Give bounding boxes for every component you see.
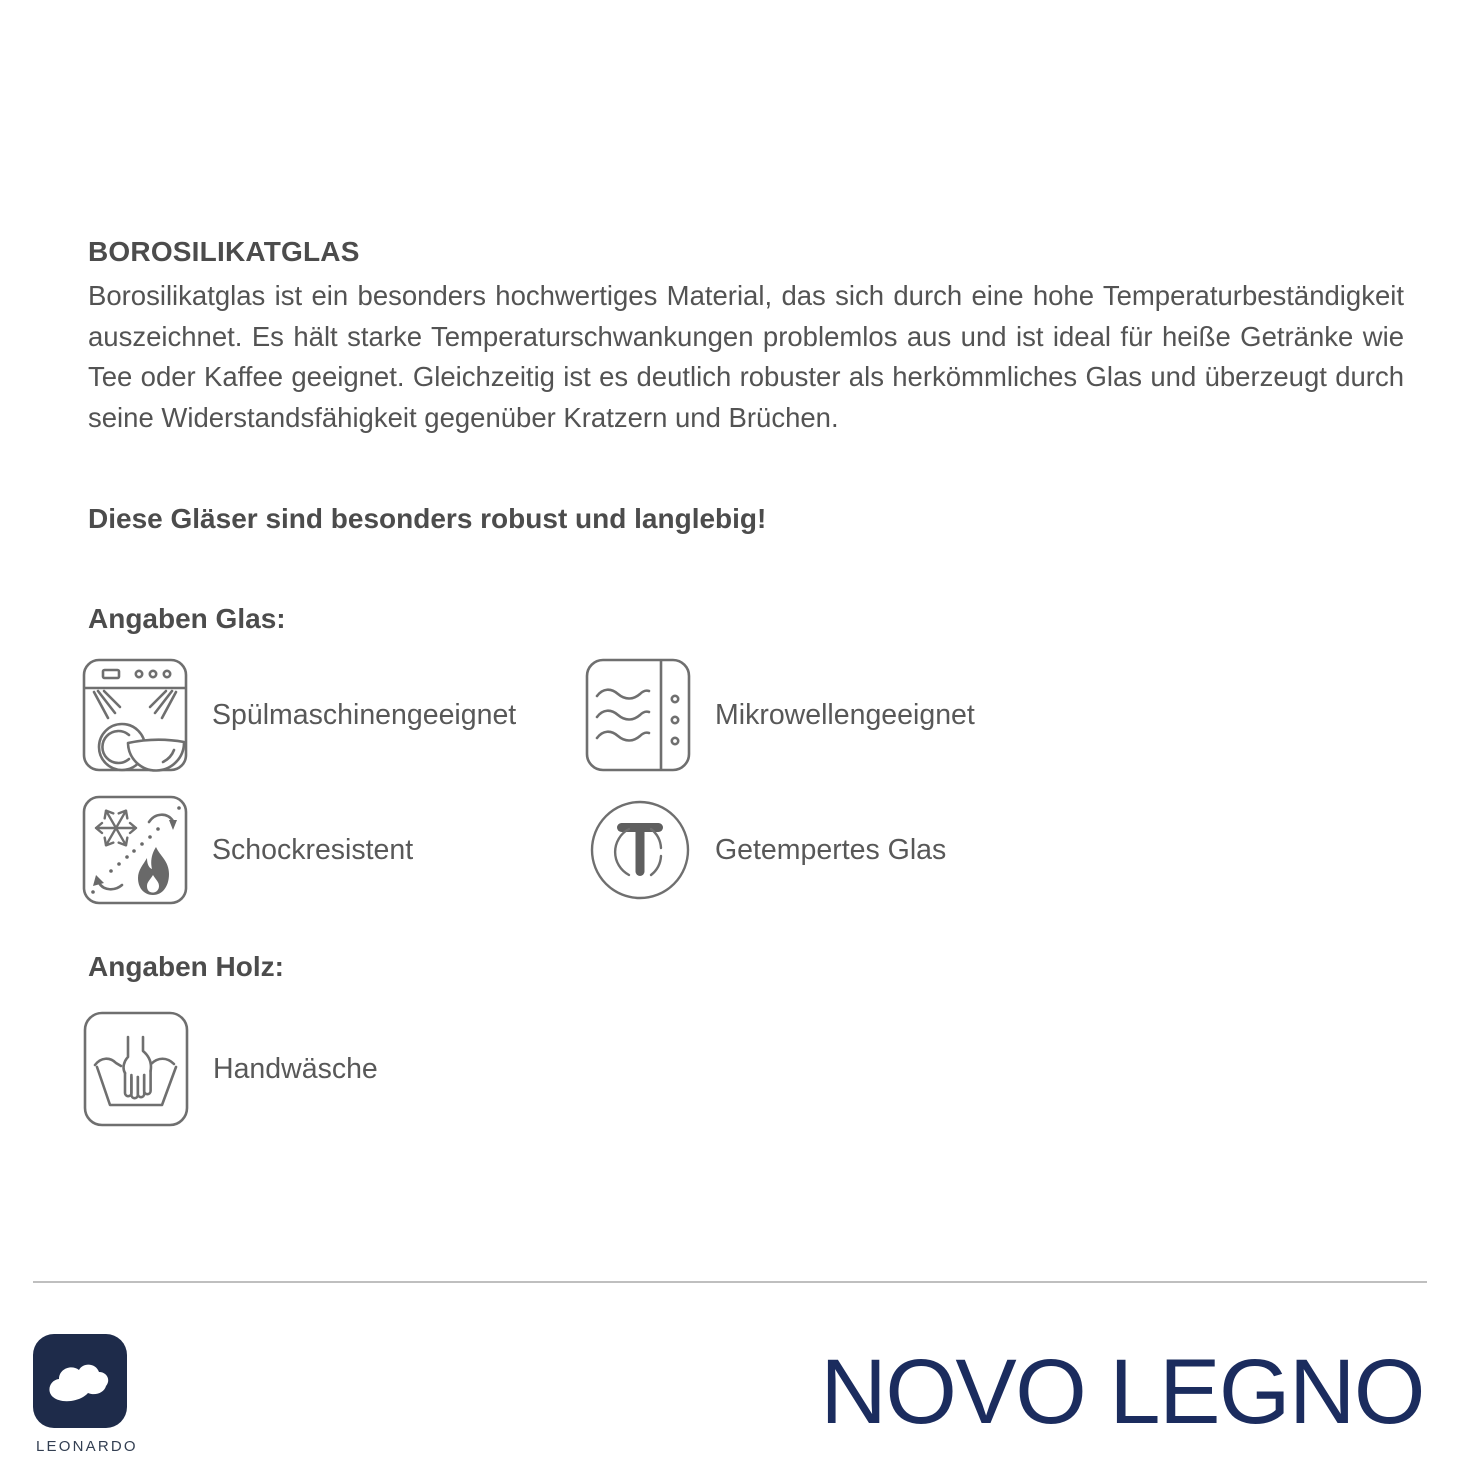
feature-label: Getempertes Glas [715,833,947,866]
footer-divider [33,1281,1427,1283]
feature-label: Handwäsche [213,1052,378,1085]
dishwasher-safe-icon [82,658,188,772]
feature-microwave-safe [585,656,975,774]
handwash-icon [83,1011,189,1127]
feature-tempered-glass [585,791,946,909]
feature-handwash [83,1010,378,1128]
feature-shock-resistant [82,791,413,909]
feature-label: Schockresistent [212,833,414,866]
feature-dishwasher-safe [82,656,516,774]
leonardo-cloud-logo [33,1334,127,1428]
section-title-glass: Angaben Glas: [88,603,286,634]
feature-label: Mikrowellengeeignet [715,698,975,731]
highlight-statement: Diese Gläser sind besonders robust und langlebig! [88,503,767,534]
feature-label: Spülmaschinengeeignet [212,698,517,731]
microwave-safe-icon [585,658,691,772]
section-title-wood: Angaben Holz: [88,951,284,982]
description-paragraph: Borosilikatglas ist ein besonders hochwertiges Material, das sich durch eine hohe Temperaturbeständigkeit auszeichnet. Es hält starke Temperaturschwankungen problemlos aus und ist ideal für heiße Getränke wie Tee oder Kaffee geeignet. Gleichzeitig ist es deutlich robuster als herkömmliches Glas und überzeugt durch seine Widerstandsfähigkeit gegenüber Kratzern und Brüchen. [88,280,1404,433]
brand-name: LEONARDO [36,1438,138,1455]
product-line-title: NOVO LEGNO [820,1341,1424,1443]
shock-resistant-icon [82,795,188,905]
tempered-glass-icon [589,799,691,901]
page-title: BOROSILIKATGLAS [88,236,360,267]
